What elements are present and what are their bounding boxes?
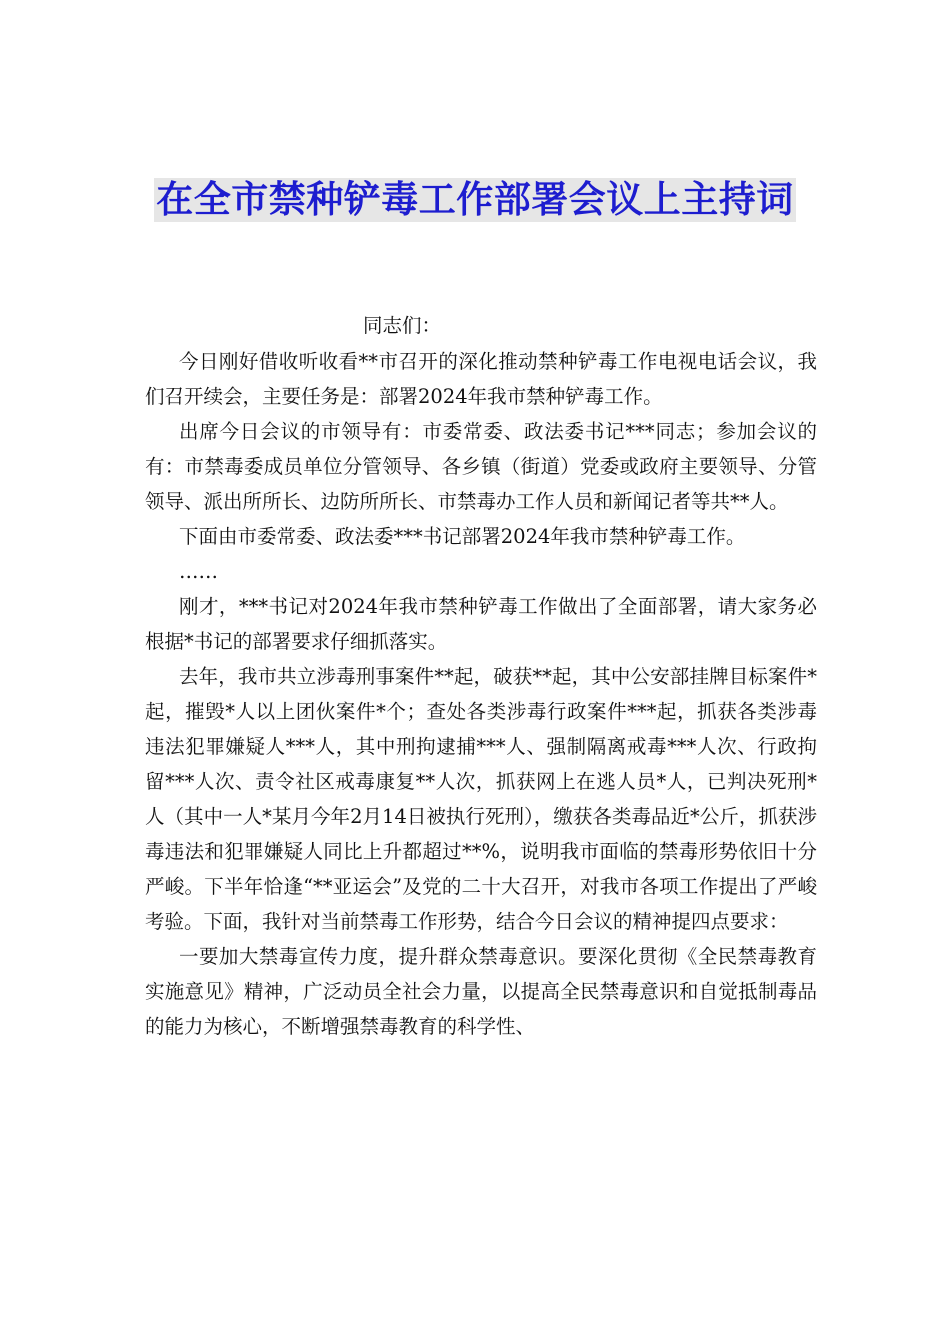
paragraph-6: 一要加大禁毒宣传力度，提升群众禁毒意识。要深化贯彻《全民禁毒教育实施意见》精神，广泛动员全社会力量，以提高全民禁毒意识和自觉抵制毒品的能力为核心，不断增强禁毒教育的科学性、 <box>145 945 817 1038</box>
document-title: 在全市禁种铲毒工作部署会议上主持词 <box>156 178 794 221</box>
paragraph-2: 出席今日会议的市领导有：市委常委、政法委书记***同志；参加会议的有：市禁毒委成员单位分管领导、各乡镇（街道）党委或政府主要领导、分管领导、派出所所长、边防所所长、市禁毒办工作人员和新闻记者等共**人。 <box>145 420 817 513</box>
ellipsis-paragraph: …… <box>179 560 218 583</box>
paragraph-4: 刚才，***书记对2024年我市禁种铲毒工作做出了全面部署，请大家务必根据*书记的部署要求仔细抓落实。 <box>145 595 817 653</box>
paragraph-1: 今日刚好借收听收看**市召开的深化推动禁种铲毒工作电视电话会议，我们召开续会，主要任务是：部署2024年我市禁种铲毒工作。 <box>145 350 817 408</box>
salutation: 同志们： <box>363 314 442 337</box>
paragraph-5: 去年，我市共立涉毒刑事案件**起，破获**起，其中公安部挂牌目标案件*起，摧毁*人以上团伙案件*个；查处各类涉毒行政案件***起，抓获各类涉毒违法犯罪嫌疑人***人，其中刑拘逮捕***人、强制隔离戒毒***人次、行政拘留***人次、责令社区戒毒康复**人次，抓获网上在逃人员*人，已判决死刑*人（其中一人*某月今年2月14日被执行死刑），缴获各类毒品近*公斤，抓获涉毒违法和犯罪嫌疑人同比上升都超过**%，说明我市面临的禁毒形势依旧十分严峻。下半年恰逢“**亚运会”及党的二十大召开，对我市各项工作提出了严峻考验。下面，我针对当前禁毒工作形势，结合今日会议的精神提四点要求： <box>145 665 817 933</box>
title-wrap <box>0 178 950 222</box>
document-body <box>145 308 817 1044</box>
paragraph-3: 下面由市委常委、政法委***书记部署2024年我市禁种铲毒工作。 <box>179 525 746 548</box>
